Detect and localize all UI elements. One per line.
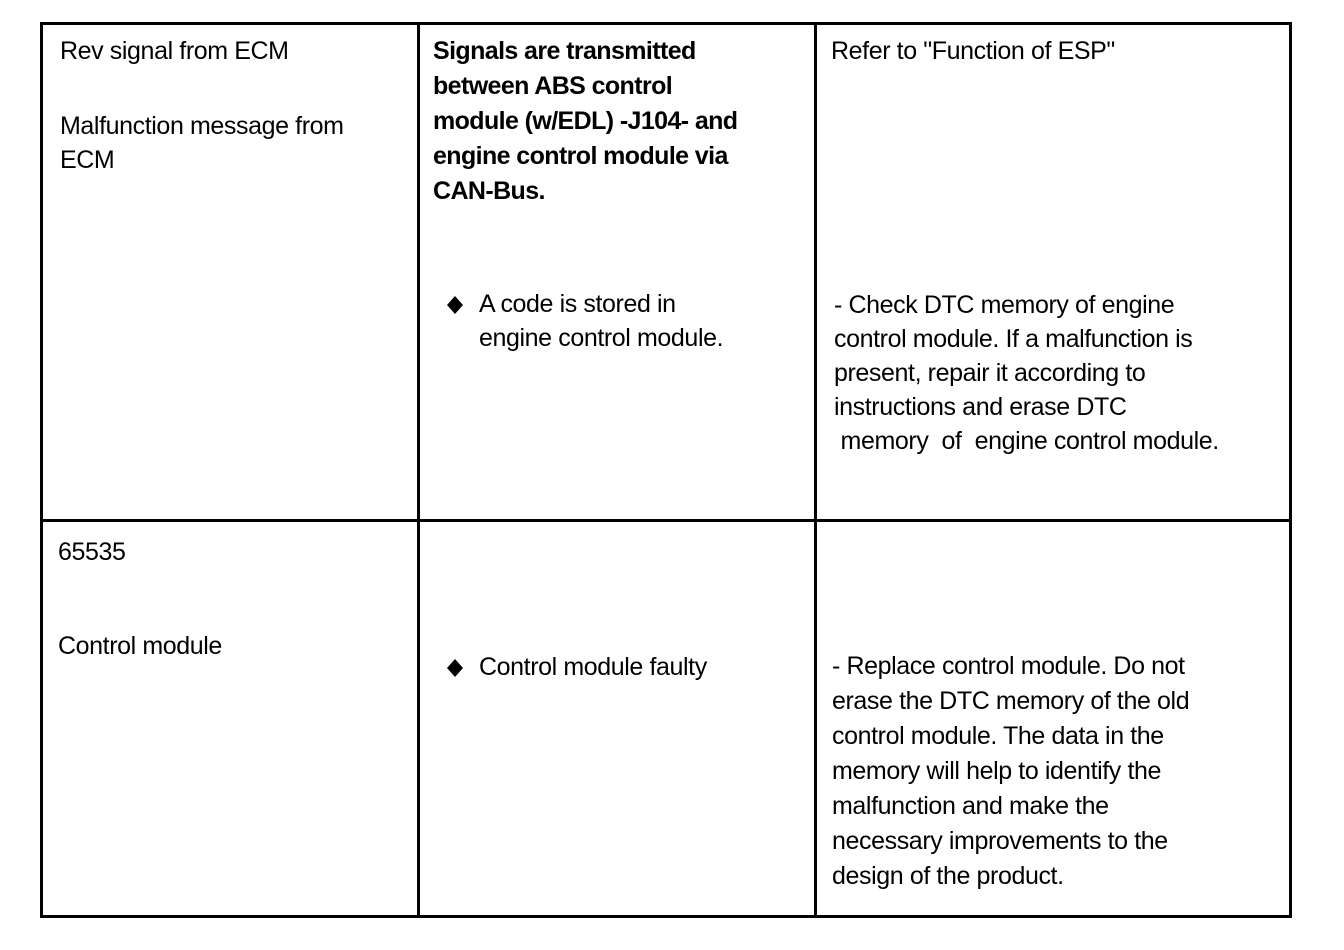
row1-signals-heading-line3: module (w/EDL) -J104- and (433, 107, 738, 135)
row1-message-label-line2: ECM (60, 146, 115, 174)
row1-cause-line1: A code is stored in (479, 290, 676, 318)
row1-signals-heading-line2: between ABS control (433, 72, 673, 100)
diamond-bullet-icon (445, 295, 465, 315)
row2-dtc-code: 65535 (58, 538, 126, 566)
dtc-table (40, 22, 1292, 918)
row1-message-label-line1: Malfunction message from (60, 112, 344, 140)
row1-remedy-line1: - Check DTC memory of engine (834, 291, 1175, 319)
row1-remedy-line5: memory of engine control module. (834, 427, 1219, 455)
row2-remedy-line1: - Replace control module. Do not (832, 652, 1185, 680)
diamond-bullet-icon (445, 658, 465, 678)
row2-remedy-line2: erase the DTC memory of the old (832, 687, 1190, 715)
row1-remedy-line2: control module. If a malfunction is (834, 325, 1193, 353)
row-divider (43, 519, 1289, 522)
row2-component-name: Control module (58, 632, 222, 660)
row1-remedy-line4: instructions and erase DTC (834, 393, 1127, 421)
row2-remedy-line4: memory will help to identify the (832, 757, 1162, 785)
column-divider-1 (417, 25, 420, 915)
row2-cause-line1: Control module faulty (479, 653, 707, 681)
row1-signals-heading-line4: engine control module via (433, 142, 728, 170)
row1-signals-heading-line1: Signals are transmitted (433, 37, 696, 65)
row2-remedy-line7: design of the product. (832, 862, 1064, 890)
row1-reference-text: Refer to "Function of ESP" (831, 37, 1115, 65)
row2-remedy-line6: necessary improvements to the (832, 827, 1168, 855)
row1-signals-heading-line5: CAN-Bus. (433, 177, 545, 205)
row1-signal-label: Rev signal from ECM (60, 37, 289, 65)
row2-remedy-line3: control module. The data in the (832, 722, 1164, 750)
row2-remedy-line5: malfunction and make the (832, 792, 1109, 820)
row1-cause-line2: engine control module. (479, 324, 724, 352)
row1-remedy-line3: present, repair it according to (834, 359, 1146, 387)
column-divider-2 (814, 25, 817, 915)
